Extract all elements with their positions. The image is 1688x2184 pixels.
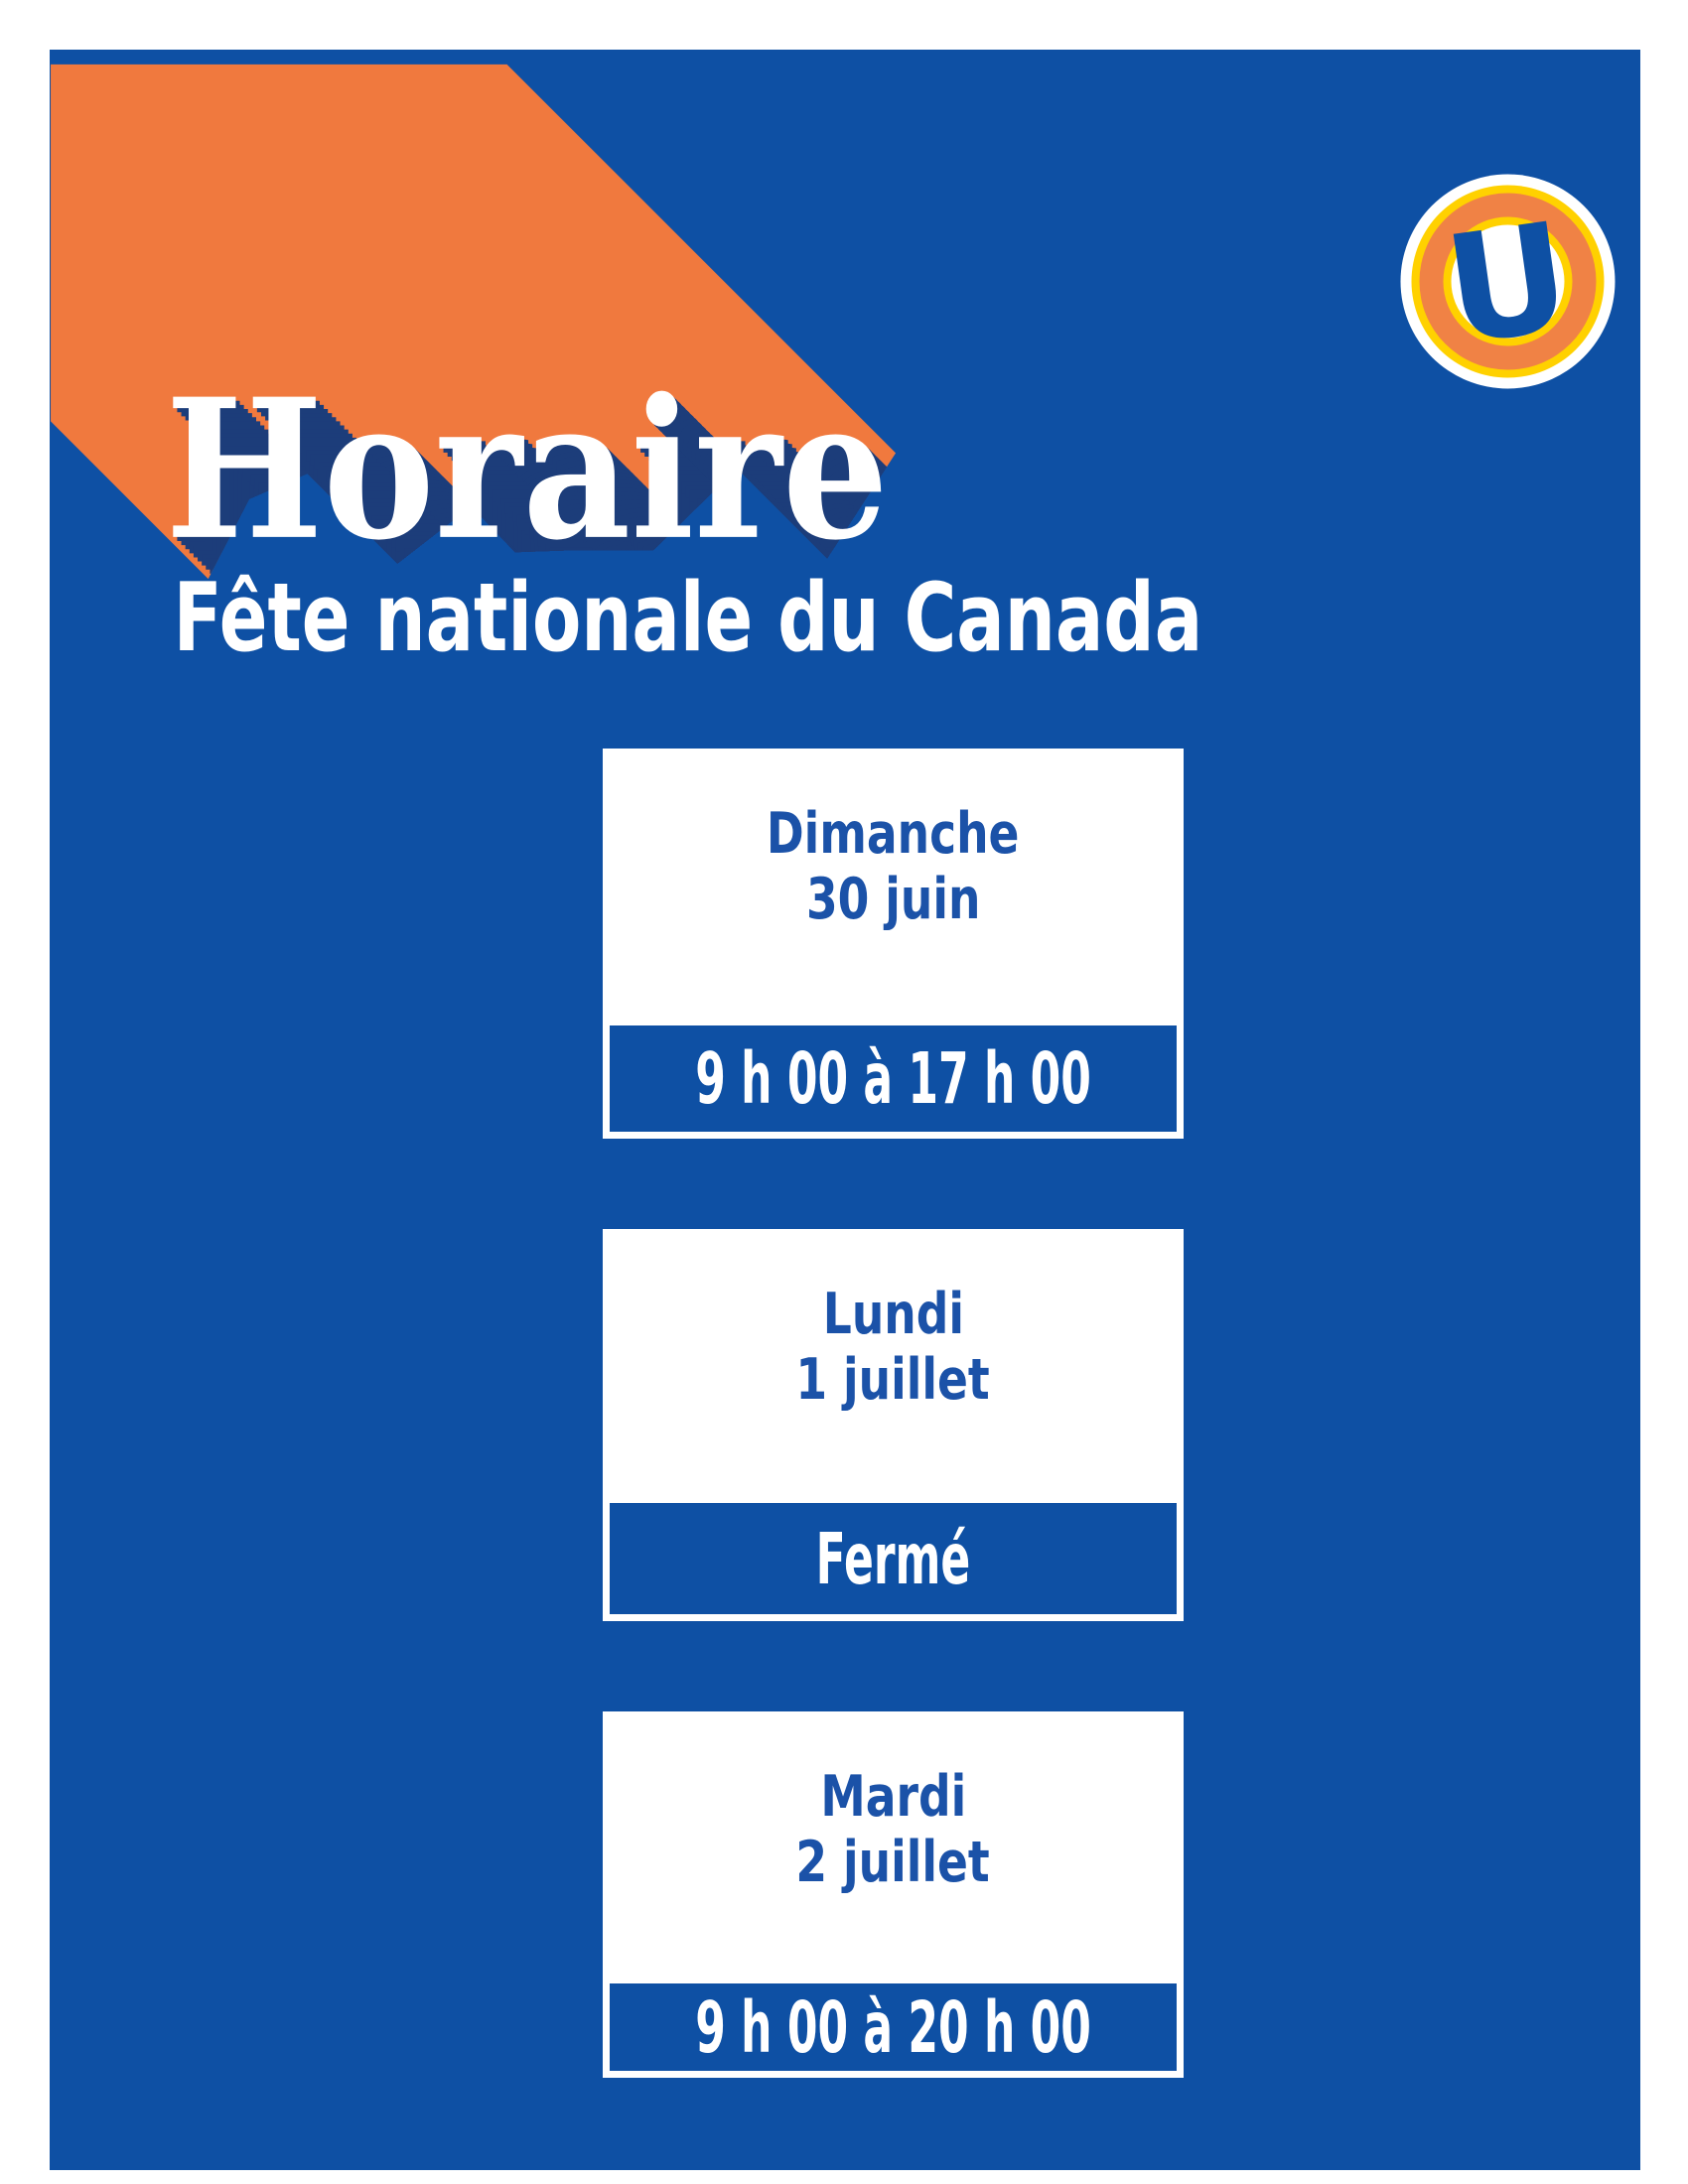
- blue-canvas: [50, 50, 1640, 2170]
- page-title: [165, 356, 888, 583]
- card-hours-label: 9 h 00 à 20 h 00: [695, 1985, 1091, 2069]
- card-date-block: [603, 749, 1184, 932]
- card-date-label: 1 juillet: [795, 1347, 991, 1413]
- card-date-block: [603, 1229, 1184, 1413]
- card-hours-label: Fermé: [815, 1517, 971, 1600]
- card-date-block: [603, 1711, 1184, 1895]
- page-subtitle: Fête nationale du Canada: [173, 562, 1203, 674]
- card-hours-band: [603, 1019, 1184, 1139]
- card-hours-label: 9 h 00 à 17 h 00: [695, 1037, 1091, 1120]
- card-day-label: Mardi: [820, 1764, 966, 1830]
- logo-letter: U: [1436, 191, 1580, 379]
- card-date-label: 2 juillet: [795, 1830, 991, 1895]
- hero-banner: [50, 50, 1688, 764]
- card-hours-band: [603, 1496, 1184, 1621]
- card-day-label: Lundi: [822, 1282, 964, 1347]
- card-date-label: 30 juin: [805, 867, 981, 932]
- card-hours-band: [603, 1977, 1184, 2078]
- schedule-card-tuesday: [603, 1711, 1184, 2078]
- brand-logo: [1400, 174, 1616, 389]
- schedule-card-sunday: [603, 749, 1184, 1139]
- card-day-label: Dimanche: [767, 801, 1020, 867]
- schedule-card-monday: [603, 1229, 1184, 1621]
